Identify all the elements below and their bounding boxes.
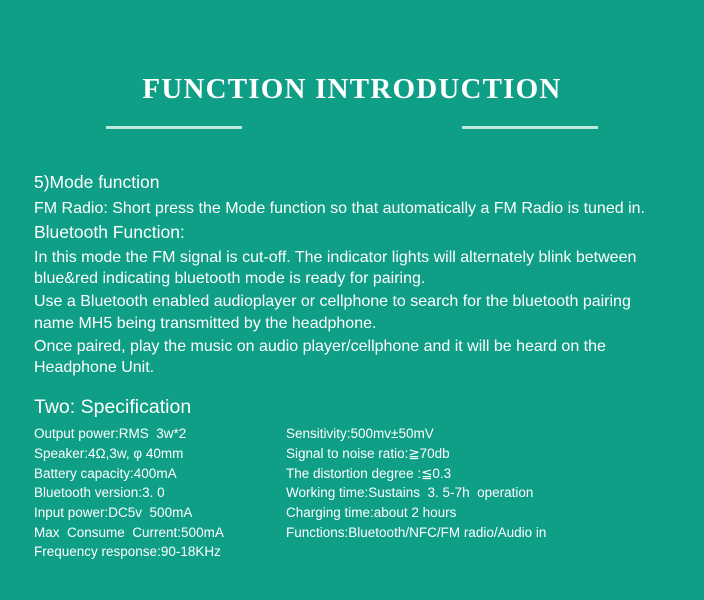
specification-columns [34, 424, 670, 562]
specification-left-column [34, 424, 286, 562]
divider-gap [242, 125, 462, 130]
section-specification [34, 394, 670, 562]
spec-item: Output power:RMS 3w*2 [34, 426, 187, 442]
section-bluetooth-function [34, 221, 670, 378]
spec-item: Working time:Sustains 3. 5-7h operation [286, 485, 534, 501]
spec-item: Signal to noise ratio:≧70db [286, 445, 450, 461]
section-mode-function [34, 171, 670, 219]
spec-item: Functions:Bluetooth/NFC/FM radio/Audio in [286, 524, 547, 540]
spec-item: The distortion degree :≦0.3 [286, 465, 452, 481]
spec-item: Max Consume Current:500mA [34, 524, 224, 540]
spec-item: Frequency response:90-18KHz [34, 544, 221, 560]
bluetooth-paragraph-2: Use a Bluetooth enabled audioplayer or cellphone to search for the bluetooth pairing name MH5 being transmitted by the headphone. [34, 293, 631, 332]
title-divider [106, 126, 598, 129]
page-header [0, 0, 704, 129]
bluetooth-paragraph-1: In this mode the FM signal is cut-off. The indicator lights will alternately blink between blue&red indicating bluetooth mode is ready for pairing. [34, 249, 637, 288]
mode-function-heading: 5)Mode function [34, 171, 160, 192]
page-title: FUNCTION INTRODUCTION [142, 73, 562, 105]
document-content [0, 129, 704, 562]
spec-item: Charging time:about 2 hours [286, 505, 457, 521]
spec-item: Battery capacity:400mA [34, 465, 177, 481]
spec-item: Input power:DC5v 500mA [34, 505, 193, 521]
bluetooth-function-heading: Bluetooth Function: [34, 221, 185, 242]
spec-item: Sensitivity:500mv±50mV [286, 426, 434, 442]
mode-function-paragraph: FM Radio: Short press the Mode function so that automatically a FM Radio is tuned in. [34, 199, 645, 217]
specification-right-column [286, 424, 670, 562]
specification-heading: Two: Specification [34, 395, 192, 418]
spec-item: Bluetooth version:3. 0 [34, 485, 165, 501]
bluetooth-paragraph-3: Once paired, play the music on audio player/cellphone and it will be heard on the Headphone Unit. [34, 337, 606, 376]
spec-item: Speaker:4Ω,3w, φ 40mm [34, 445, 184, 461]
